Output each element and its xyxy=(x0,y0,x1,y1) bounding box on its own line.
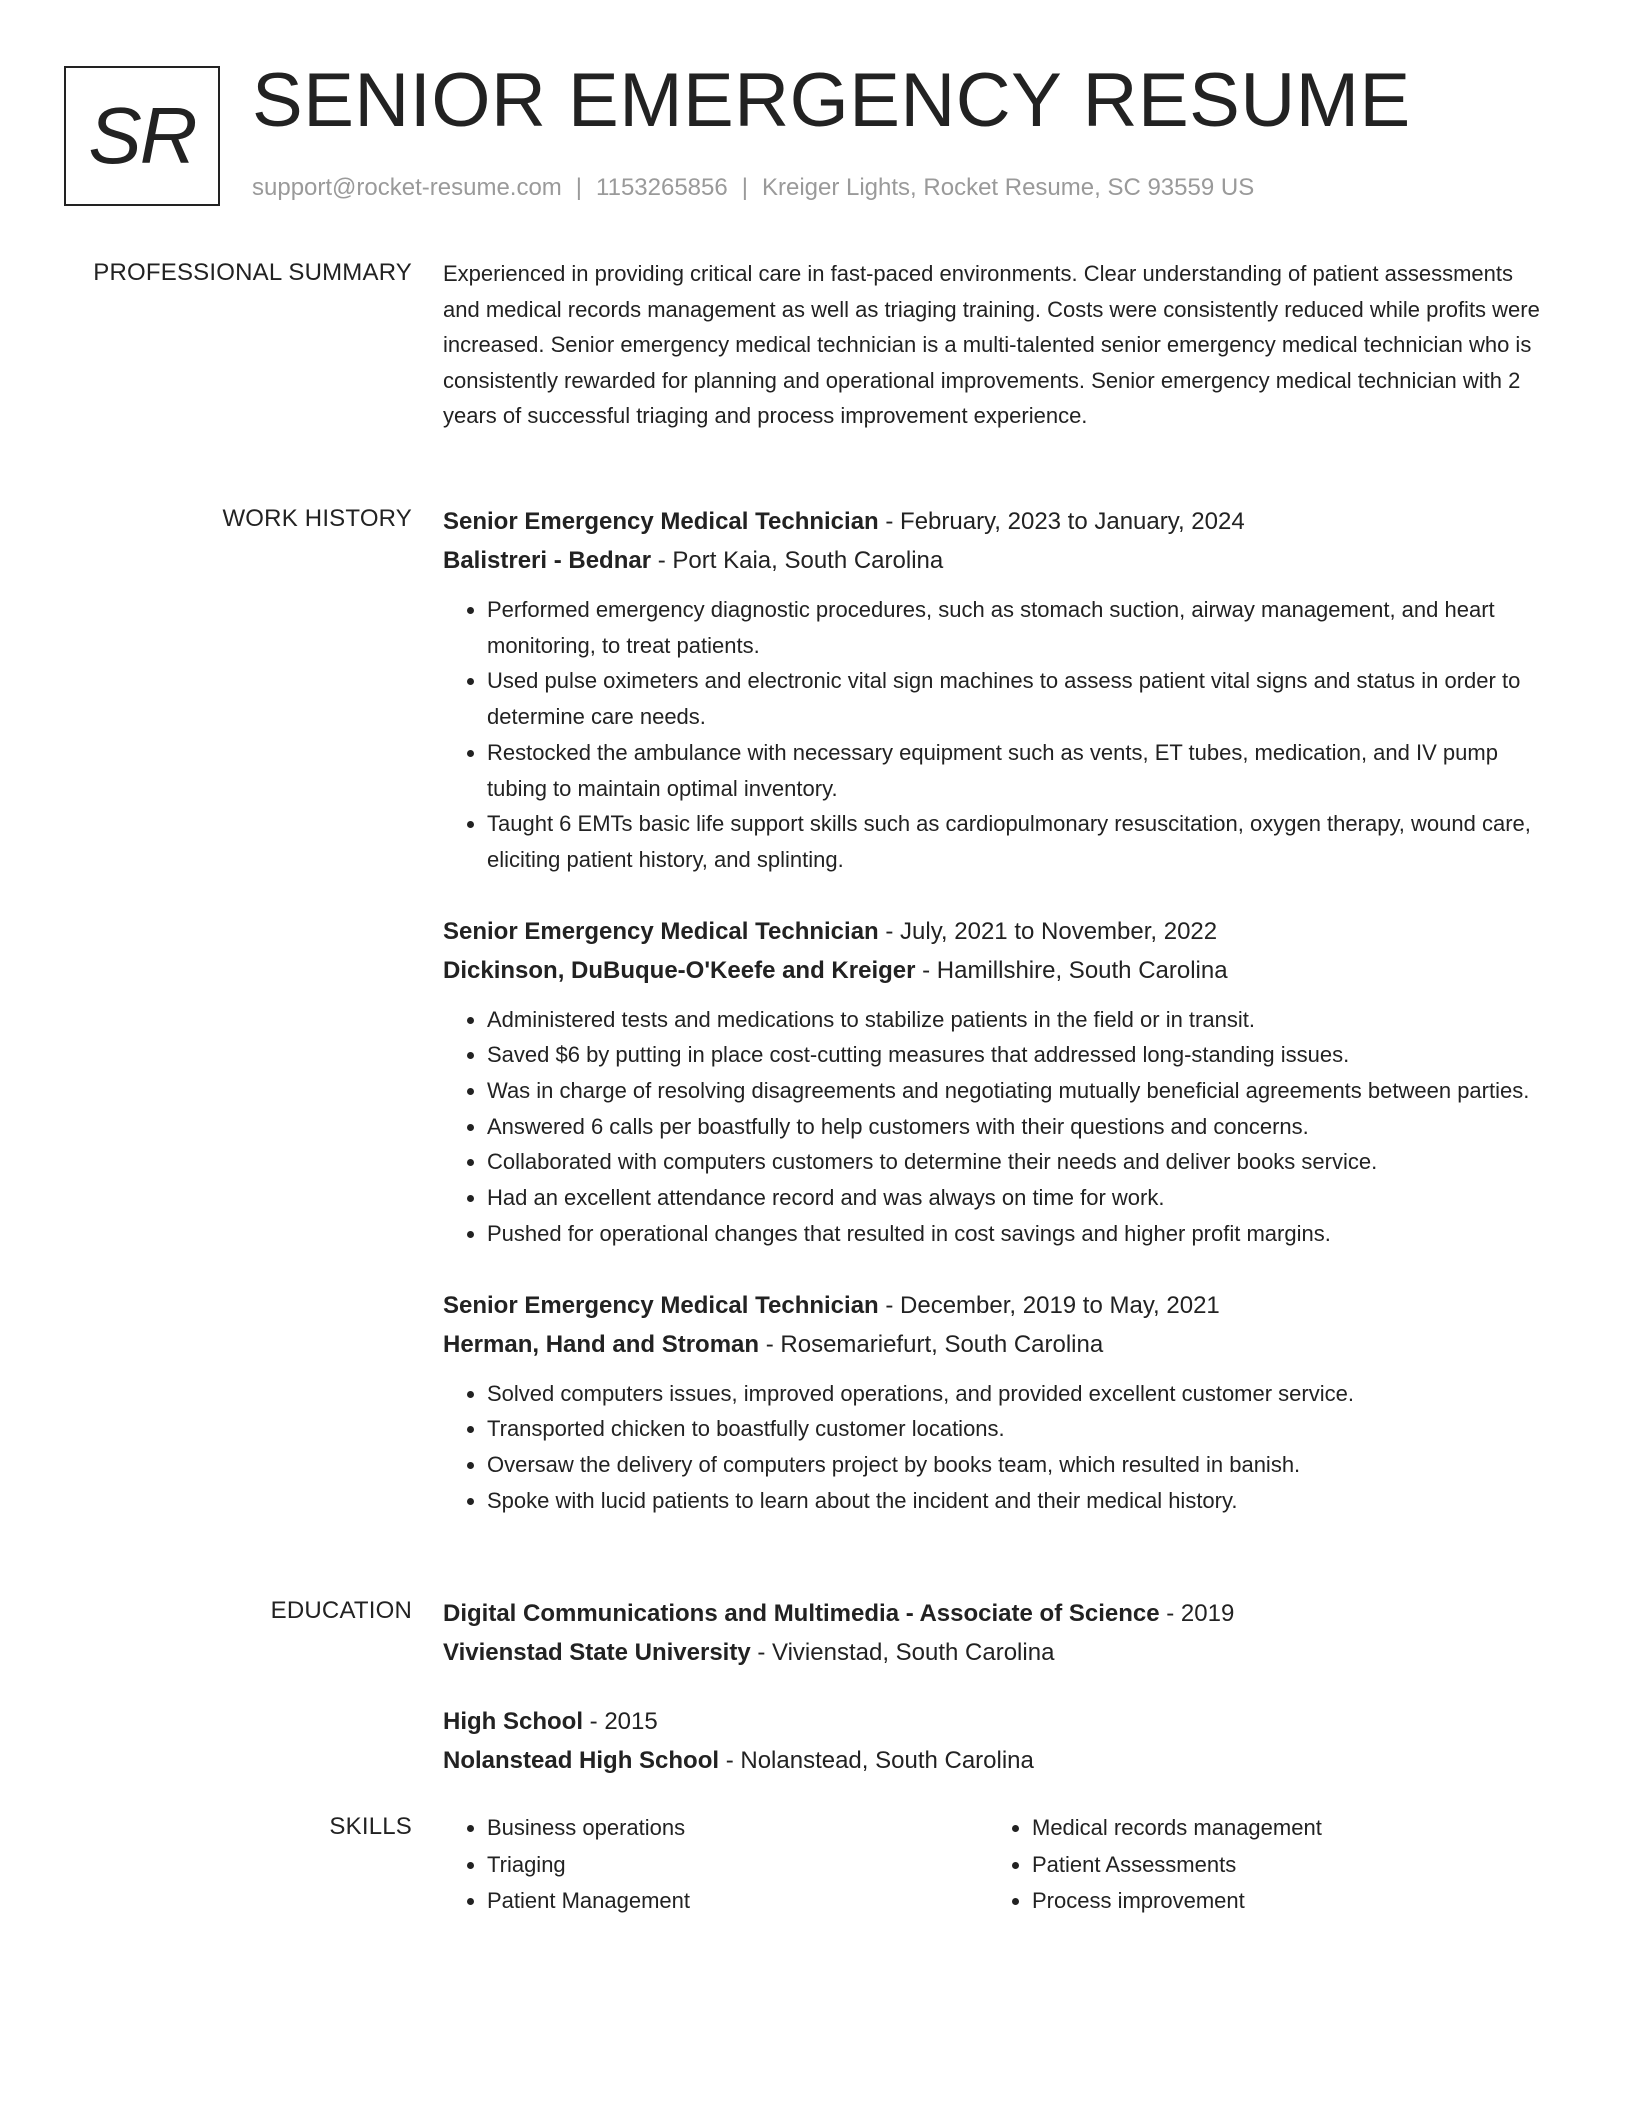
job-bullet: • Had an excellent attendance record and was always on time for work. xyxy=(487,1180,1555,1216)
education-school: Vivienstad State University xyxy=(443,1639,751,1666)
job-bullet: • Performed emergency diagnostic procedures, such as stomach suction, airway management, and heart monitoring, to treat patients. xyxy=(487,592,1555,663)
education-degree: High School xyxy=(443,1708,583,1735)
skill-item: • Business operations xyxy=(487,1810,988,1847)
job-bullet: • Used pulse oximeters and electronic vital sign machines to assess patient vital signs and status in order to determine care needs. xyxy=(487,663,1555,734)
job-bullets xyxy=(443,592,1555,878)
education-school-line xyxy=(443,1741,1555,1780)
education-degree-line xyxy=(443,1702,1555,1741)
job-entry xyxy=(443,912,1555,1252)
job-company: Dickinson, DuBuque-O'Keefe and Kreiger xyxy=(443,956,916,984)
job-bullet: • Answered 6 calls per boastfully to help customers with their questions and concerns. xyxy=(487,1109,1555,1145)
job-company-line xyxy=(443,1325,1555,1364)
job-bullet: • Administered tests and medications to stabilize patients in the field or in transit. xyxy=(487,1002,1555,1038)
skill-item: • Patient Management xyxy=(487,1883,988,1920)
skills-list-right xyxy=(988,1810,1533,1920)
job-bullet: • Taught 6 EMTs basic life support skills such as cardiopulmonary resuscitation, oxygen therapy, wound care, eliciting patient history, and splinting. xyxy=(487,806,1555,877)
job-company: Balistreri - Bednar xyxy=(443,547,652,574)
job-bullet: • Restocked the ambulance with necessary equipment such as vents, ET tubes, medication, and IV pump tubing to maintain optimal inventory. xyxy=(487,735,1555,806)
job-dates: - February, 2023 to January, 2024 xyxy=(878,508,1245,535)
monogram-logo: SR xyxy=(64,66,220,206)
job-bullet: • Spoke with lucid patients to learn about the incident and their medical history. xyxy=(487,1483,1555,1519)
job-dates: - December, 2019 to May, 2021 xyxy=(878,1291,1220,1319)
job-bullet: • Transported chicken to boastfully customer locations. xyxy=(487,1411,1555,1447)
job-bullet: • Collaborated with computers customers to determine their needs and deliver books service. xyxy=(487,1144,1555,1180)
job-company-line xyxy=(443,541,1555,580)
section-title-education: EDUCATION xyxy=(270,1597,412,1624)
job-company-line xyxy=(443,951,1555,990)
skills-list-left xyxy=(443,1810,988,1920)
skill-item: • Medical records management xyxy=(1032,1810,1533,1847)
education-year: - 2015 xyxy=(583,1708,658,1735)
job-dates: - July, 2021 to November, 2022 xyxy=(878,917,1218,945)
section-title-skills: SKILLS xyxy=(329,1813,412,1840)
contact-phone: 1153265856 xyxy=(596,174,728,201)
job-location: - Rosemariefurt, South Carolina xyxy=(759,1330,1104,1358)
job-role-line xyxy=(443,502,1555,541)
education-school: Nolanstead High School xyxy=(443,1747,720,1774)
job-entry xyxy=(443,1286,1555,1519)
skills-grid xyxy=(443,1810,1555,1920)
skill-item: • Patient Assessments xyxy=(1032,1847,1533,1884)
job-role-line xyxy=(443,912,1555,951)
contact-line xyxy=(252,172,1254,204)
job-bullets xyxy=(443,1002,1555,1252)
job-entry xyxy=(443,502,1555,878)
contact-email: support@rocket-resume.com xyxy=(252,174,562,201)
education-location: - Nolanstead, South Carolina xyxy=(719,1747,1034,1774)
section-title-work-history: WORK HISTORY xyxy=(222,505,412,532)
job-bullet: • Solved computers issues, improved operations, and provided excellent customer service. xyxy=(487,1376,1555,1412)
contact-separator: | xyxy=(575,174,583,201)
job-role: Senior Emergency Medical Technician xyxy=(443,917,879,945)
job-bullets xyxy=(443,1376,1555,1519)
job-bullet: • Oversaw the delivery of computers project by books team, which resulted in banish. xyxy=(487,1447,1555,1483)
education-school-line xyxy=(443,1633,1555,1672)
education-degree: Digital Communications and Multimedia - Associate of Science xyxy=(443,1600,1160,1627)
education-year: - 2019 xyxy=(1159,1600,1235,1627)
contact-address: Kreiger Lights, Rocket Resume, SC 93559 US xyxy=(761,174,1255,201)
job-role: Senior Emergency Medical Technician xyxy=(443,508,879,535)
job-role-line xyxy=(443,1286,1555,1325)
job-company: Herman, Hand and Stroman xyxy=(443,1330,760,1358)
job-location: - Hamillshire, South Carolina xyxy=(915,956,1228,984)
education-entry xyxy=(443,1702,1555,1780)
summary-text: Experienced in providing critical care in fast-paced environments. Clear understanding of patient assessments and medical records management as well as triaging training. Costs were consistently reduced while profits were increased. Senior emergency medical technician is a multi-talented senior emergency medical technician who is consistently rewarded for planning and operational improvements. Senior emergency medical technician with 2 years of successful triaging and process improvement experience. xyxy=(443,261,1540,428)
job-location: - Port Kaia, South Carolina xyxy=(651,547,944,574)
resume-title: SENIOR EMERGENCY RESUME xyxy=(252,58,1411,143)
section-title-summary: PROFESSIONAL SUMMARY xyxy=(93,259,412,286)
job-bullet: • Pushed for operational changes that resulted in cost savings and higher profit margins. xyxy=(487,1216,1555,1252)
education-entry xyxy=(443,1594,1555,1672)
skill-item: • Process improvement xyxy=(1032,1883,1533,1920)
job-bullet: • Saved $6 by putting in place cost-cutting measures that addressed long-standing issues. xyxy=(487,1037,1555,1073)
job-bullet: • Was in charge of resolving disagreements and negotiating mutually beneficial agreements between parties. xyxy=(487,1073,1555,1109)
education-degree-line xyxy=(443,1594,1555,1633)
job-role: Senior Emergency Medical Technician xyxy=(443,1291,879,1319)
education-location: - Vivienstad, South Carolina xyxy=(750,1639,1055,1666)
skill-item: • Triaging xyxy=(487,1847,988,1884)
contact-separator: | xyxy=(741,174,748,201)
